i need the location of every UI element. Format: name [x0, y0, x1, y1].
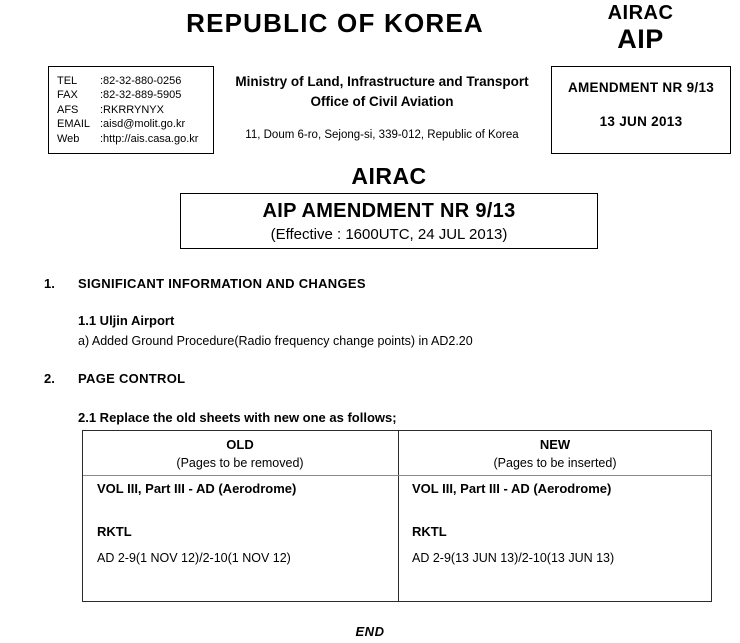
table-header-divider [83, 475, 711, 476]
postal-address: 11, Doum 6-ro, Sejong-si, 339-012, Republic of Korea [245, 129, 519, 141]
contact-row-tel [57, 74, 213, 88]
ministry-name: Ministry of Land, Infrastructure and Transport [235, 74, 529, 89]
new-volume: VOL III, Part III - AD (Aerodrome) [412, 481, 612, 496]
table-row [398, 481, 698, 565]
table-header-new-main: NEW [539, 437, 571, 452]
new-page-list: AD 2-9(13 JUN 13)/2-10(13 JUN 13) [412, 551, 615, 565]
publisher-block [216, 66, 548, 154]
end-marker: END [355, 624, 385, 639]
table-header-old-main: OLD [226, 437, 254, 452]
table-header-new-sub: (Pages to be inserted) [493, 456, 617, 470]
aip-label: AIP [617, 24, 664, 54]
office-name: Office of Civil Aviation [310, 94, 454, 109]
section-2-title: PAGE CONTROL [78, 371, 186, 386]
contact-label-tel: TEL [57, 75, 78, 87]
section-1-1-heading: 1.1 Uljin Airport [78, 313, 175, 328]
table-row [83, 481, 383, 565]
contact-row-email [57, 117, 213, 131]
section-1-title: SIGNIFICANT INFORMATION AND CHANGES [78, 276, 366, 291]
contact-label-email: EMAIL [57, 118, 91, 131]
amendment-publication-date: 13 JUN 2013 [599, 114, 683, 129]
contact-row-web [57, 132, 213, 146]
section-1-1-item-a: a) Added Ground Procedure(Radio frequency change points) in AD2.20 [78, 334, 473, 348]
amendment-number: AMENDMENT NR 9/13 [567, 80, 715, 95]
contact-row-fax [57, 88, 213, 102]
old-volume: VOL III, Part III - AD (Aerodrome) [97, 481, 297, 496]
contact-label-fax: FAX [57, 89, 78, 102]
table-header-new [398, 436, 712, 472]
contact-value-web[interactable]: :http://ais.casa.go.kr [100, 132, 199, 145]
table-header-old-sub: (Pages to be removed) [176, 456, 304, 470]
contact-label-afs: AFS [57, 103, 79, 116]
contact-value-tel: :82-32-880-0256 [100, 75, 182, 87]
old-page-list: AD 2-9(1 NOV 12)/2-10(1 NOV 12) [97, 551, 291, 565]
contact-row-afs [57, 103, 213, 117]
amendment-title: AIP AMENDMENT NR 9/13 [262, 200, 516, 222]
section-2-1-heading: 2.1 Replace the old sheets with new one as follows; [78, 410, 397, 425]
amendment-title-box [180, 193, 598, 249]
section-2-number: 2. [44, 371, 55, 386]
contact-label-web: Web [57, 132, 80, 145]
table-header-old [83, 436, 397, 472]
document-masthead [0, 0, 740, 160]
new-icao-code: RKTL [412, 524, 447, 539]
amendment-effective-date: (Effective : 1600UTC, 24 JUL 2013) [270, 226, 508, 243]
page-control-table [82, 430, 712, 602]
contact-value-email[interactable]: :aisd@molit.go.kr [100, 118, 186, 131]
contact-value-afs: :RKRRYNYX [100, 103, 164, 116]
amendment-stamp-box [551, 66, 731, 154]
contact-info-box [48, 66, 214, 154]
old-icao-code: RKTL [97, 524, 132, 539]
airac-heading: AIRAC [351, 163, 427, 189]
country-title: REPUBLIC OF KOREA [186, 8, 484, 38]
airac-label: AIRAC [607, 2, 674, 24]
section-1-number: 1. [44, 276, 55, 291]
contact-value-fax: :82-32-889-5905 [100, 89, 182, 102]
